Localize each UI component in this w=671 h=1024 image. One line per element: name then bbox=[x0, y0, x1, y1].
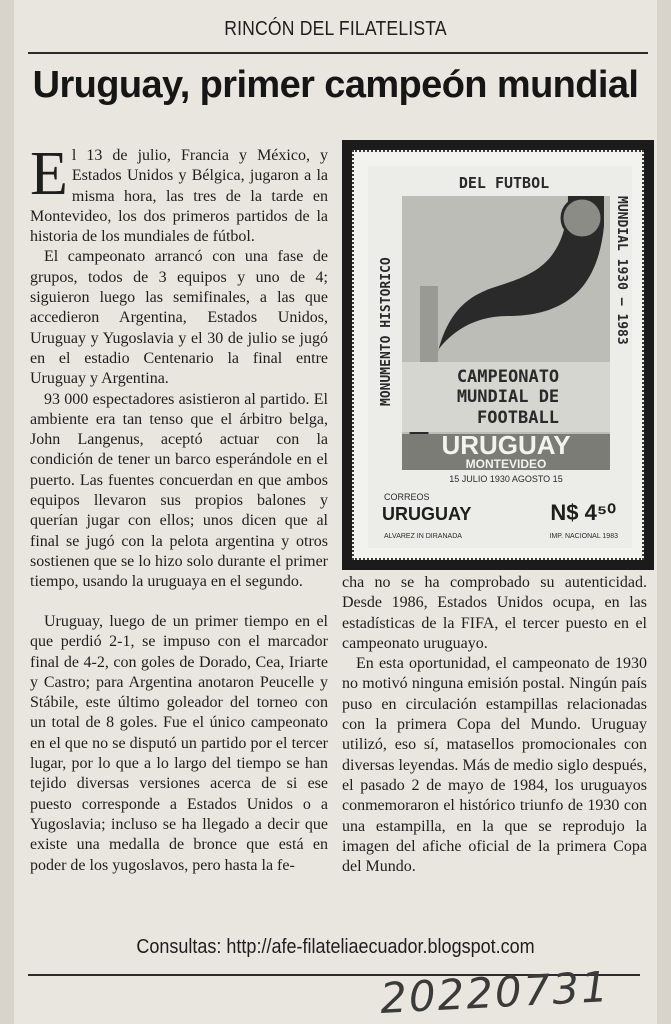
poster-dates: 15 JULIO 1930 AGOSTO 15 bbox=[449, 474, 563, 484]
paragraph-2: El campeonato arrancó con una fase de grupos, todos de 3 equipos y uno de 4; siguieron luego las semifinales, a las que accedieron Argentina, Estados Unidos, Uruguay y Yugoslavia y el 30 de julio se jugó en el estadio Centenario la final entre Uruguay y Argentina. bbox=[30, 248, 328, 388]
article-column-bottom bbox=[30, 612, 328, 876]
poster-country: URUGUAY bbox=[441, 430, 571, 460]
poster-city: MONTEVIDEO bbox=[465, 457, 547, 471]
headline: Uruguay, primer campeón mundial bbox=[32, 64, 639, 106]
section-label: RINCÓN DEL FILATELISTA bbox=[224, 18, 447, 40]
poster-line-3: FOOTBALL bbox=[477, 408, 559, 428]
paragraph-4-continued: cha no se ha comprobado su autenticidad. Desde 1986, Estados Unidos ocupa, en las estadísticas de la FIFA, el tercer puesto en el campeonato uruguayo. bbox=[342, 574, 647, 652]
stamp-artwork bbox=[368, 166, 632, 548]
stamp-value: N$ 4⁵⁰ bbox=[550, 500, 616, 525]
handwritten-date: 20220731 bbox=[378, 962, 611, 1023]
adjacent-column-left bbox=[0, 0, 14, 1024]
stamp-country: URUGUAY bbox=[382, 504, 472, 524]
top-rule bbox=[28, 52, 648, 54]
drop-cap: E bbox=[30, 140, 68, 208]
consultas-line: Consultas: http://afe-filateliaecuador.blogspot.com bbox=[136, 936, 535, 958]
article-column-right bbox=[342, 573, 647, 877]
stamp-right-text: MUNDIAL 1930 — 1983 bbox=[614, 196, 629, 345]
paragraph-1: El 13 de julio, Francia y México, y Estados Unidos y Bélgica, jugaron a la misma hora, las tres de la tarde en Montevideo, los dos primeros partidos de la historia de los mundiales de fútbol. bbox=[30, 140, 328, 246]
poster-line-2: MUNDIAL DE bbox=[456, 387, 560, 407]
paragraph-5: En esta oportunidad, el campeonato de 1930 no motivó ninguna emisión postal. Ningún país puso en circulación estampillas relacionadas con la primera Copa del Mundo. Uruguay utilizó, eso sí, matasellos promocionales con diversas leyendas. Más de medio siglo después, el pasado 2 de mayo de 1984, los uruguayos conmemoraron el histórico triunfo de 1930 con una estampilla, en la que se reprodujo la imagen del afiche oficial de la primera Copa del Mundo. bbox=[342, 655, 647, 876]
stamp-printer-left: ALVAREZ IN DIRANADA bbox=[384, 533, 462, 540]
poster-line-1: CAMPEONATO bbox=[456, 367, 560, 387]
stamp-top-text: DEL FUTBOL bbox=[458, 174, 550, 192]
paragraph-4: Uruguay, luego de un primer tiempo en el que perdió 2-1, se impuso con el marcador final de 4-2, con goles de Dorado, Cea, Iriarte y Castro; para Argentina anotaron Peucelle y Stábile, este último goleador del torneo con un total de 8 goles. Fue el único campeonato en el que no se disputó un partido por el tercer lugar, por lo que a lo largo del tiempo se han tejido diversas versiones acerca de si ese puesto corresponde a Estados Unidos o a Yugoslavia; incluso se ha llegado a decir que existe una medalla de bronce que está en poder de los yugoslavos, pero hasta la fe- bbox=[30, 613, 328, 874]
stamp-left-text: MONUMENTO HISTORICO bbox=[379, 257, 394, 406]
stamp-image bbox=[342, 140, 654, 570]
paragraph-3: 93 000 espectadores asistieron al partido. El ambiente era tan tenso que el árbitro belga, John Langenus, aceptó actuar con la condición de tener un barco esperándole en el puerto. Las fuentes concuerdan en que ambos equipos llevaron sus propios balones y querían jugar con ellos; unos dicen que al final se jugó con la pelota argentina y otros sostienen que se lo hizo solo durante el primer tiempo, usando la uruguaya en el segundo. bbox=[30, 390, 328, 591]
stamp-correos: CORREOS bbox=[384, 492, 430, 502]
stamp-perforated-edge bbox=[352, 150, 644, 560]
article-column-left bbox=[30, 140, 328, 593]
football-icon bbox=[562, 198, 602, 238]
adjacent-column-right bbox=[657, 0, 671, 1024]
stamp-printer-right: IMP. NACIONAL 1983 bbox=[549, 533, 618, 540]
